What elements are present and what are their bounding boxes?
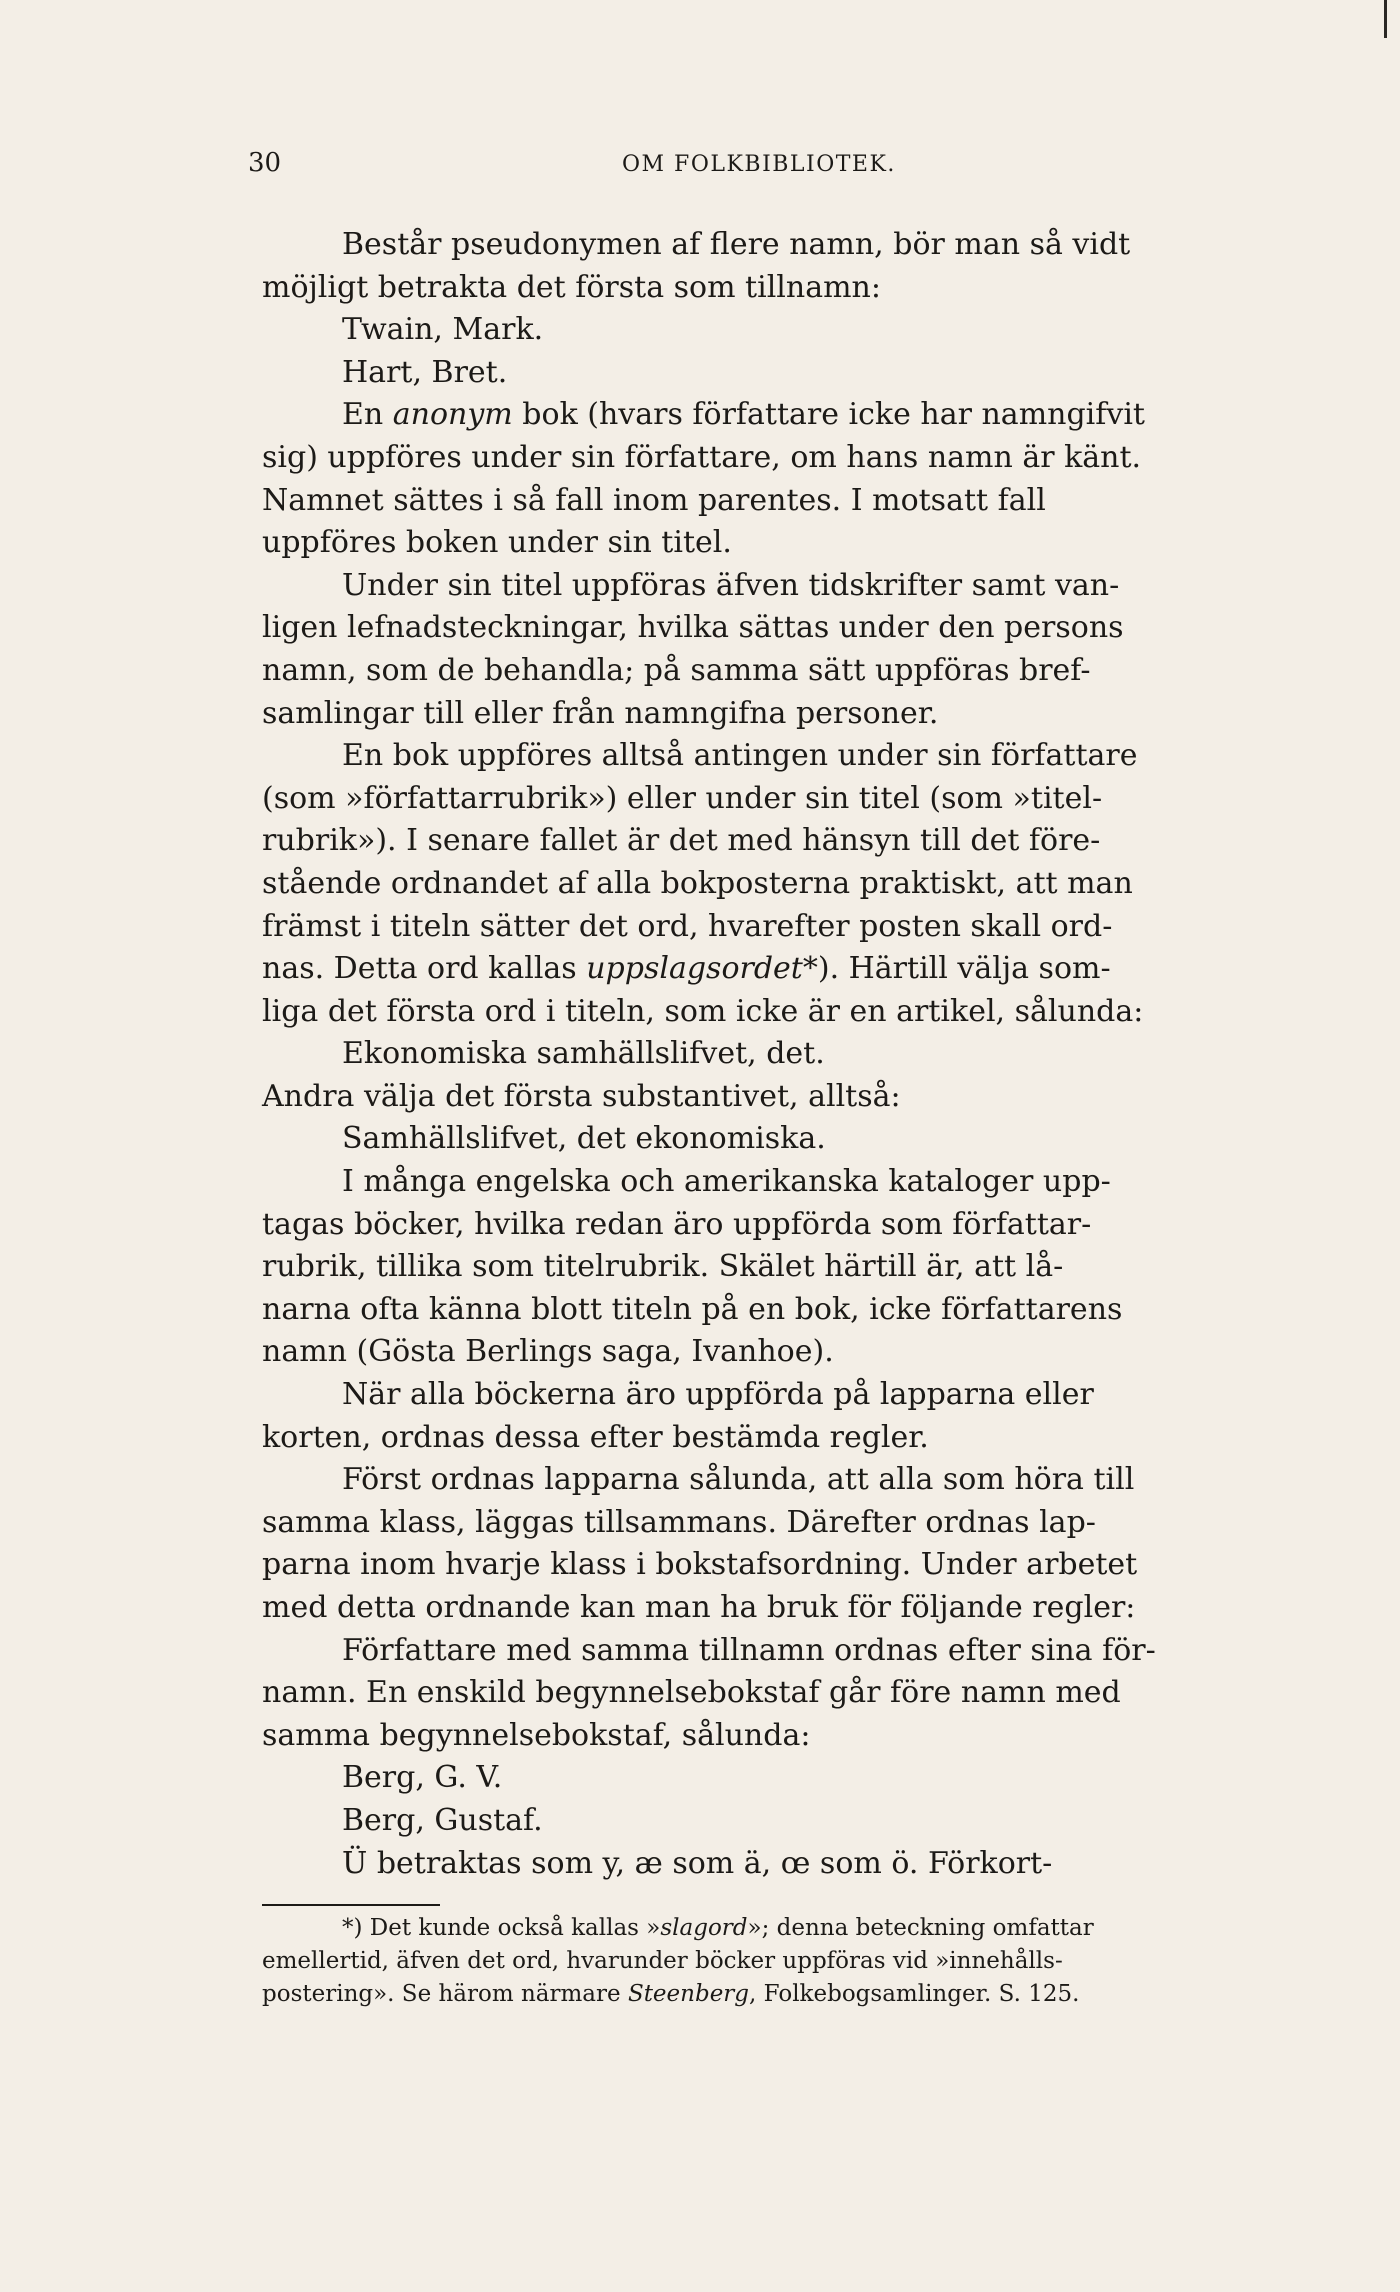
text-line — [262, 820, 1304, 863]
page-number: 30 — [248, 148, 282, 178]
text-segment: Först ordnas lapparna sålunda, att alla som höra till — [342, 1462, 1135, 1498]
text-segment: korten, ordnas dessa efter bestämda regler. — [262, 1419, 929, 1455]
text-line — [262, 906, 1304, 949]
text-line — [262, 1204, 1304, 1247]
text-segment: Ekonomiska samhällslifvet, det. — [342, 1036, 825, 1072]
text-segment: uppföres boken under sin titel. — [262, 525, 732, 561]
text-line — [262, 1502, 1304, 1545]
text-line — [262, 224, 1304, 267]
footnotes — [262, 1912, 1304, 2011]
text-segment: tagas böcker, hvilka redan äro uppförda som författar- — [262, 1206, 1092, 1242]
text-line — [262, 522, 1304, 565]
text-line — [262, 394, 1304, 437]
footnote-line — [262, 1912, 1304, 1945]
text-segment: sig) uppföres under sin författare, om hans namn är känt. — [262, 439, 1142, 475]
text-segment: I många engelska och amerikanska kataloger upp- — [342, 1164, 1111, 1200]
text-segment: rubrik, tillika som titelrubrik. Skälet härtill är, att lå- — [262, 1249, 1064, 1285]
text-line — [262, 1587, 1304, 1630]
text-line — [262, 565, 1304, 608]
text-line — [262, 1246, 1304, 1289]
text-segment: parna inom hvarje klass i bokstafsordning. Under arbetet — [262, 1547, 1138, 1583]
text-line — [262, 1374, 1304, 1417]
text-segment: När alla böckerna äro uppförda på lapparna eller — [342, 1377, 1094, 1413]
text-segment: emellertid, äfven det ord, hvarunder böcker uppföras vid »innehålls- — [262, 1948, 1063, 1974]
text-segment: Samhällslifvet, det ekonomiska. — [342, 1121, 826, 1157]
text-segment: stående ordnandet af alla bokposterna praktiskt, att man — [262, 865, 1133, 901]
text-segment: med detta ordnande kan man ha bruk för följande regler: — [262, 1590, 1136, 1625]
text-segment: namn (Gösta Berlings saga, Ivanhoe). — [262, 1334, 834, 1370]
text-segment: Andra välja det första substantivet, alltså: — [262, 1078, 901, 1114]
text-line — [262, 1076, 1304, 1119]
text-line — [262, 309, 1304, 352]
text-segment: postering». Se härom närmare — [262, 1981, 628, 2007]
text-segment: namn. En enskild begynnelsebokstaf går före namn med — [262, 1675, 1121, 1711]
text-segment: namn, som de behandla; på samma sätt uppföras bref- — [262, 652, 1091, 688]
text-segment: ligen lefnadsteckningar, hvilka sättas under den persons — [262, 610, 1124, 646]
text-line — [262, 991, 1304, 1034]
text-segment: *). Härtill välja som- — [802, 951, 1111, 987]
text-segment: samma klass, läggas tillsammans. Därefter ordnas lap- — [262, 1504, 1096, 1540]
text-segment: liga det första ord i titeln, som icke är en artikel, sålunda: — [262, 993, 1144, 1029]
text-segment: En — [342, 397, 393, 433]
text-segment: Ü betraktas som y, æ som ä, œ som ö. Förkort- — [342, 1845, 1053, 1881]
text-segment: samlingar till eller från namngifna personer. — [262, 695, 939, 731]
text-segment: Berg, Gustaf. — [342, 1802, 543, 1838]
text-line — [262, 1417, 1304, 1460]
text-line — [262, 1715, 1304, 1758]
text-line — [262, 1033, 1304, 1076]
footnote-line — [262, 1978, 1304, 2011]
text-segment: främst i titeln sätter det ord, hvarefter posten skall ord- — [262, 908, 1113, 944]
text-segment: Består pseudonymen af flere namn, bör man så vidt — [342, 227, 1131, 262]
text-line — [262, 1757, 1304, 1800]
text-segment: En bok uppföres alltså antingen under sin författare — [342, 738, 1138, 774]
text-line — [262, 1118, 1304, 1161]
italic-term: slagord — [660, 1915, 748, 1941]
italic-term: anonym — [392, 397, 513, 433]
text-line — [262, 778, 1304, 821]
text-line — [262, 1289, 1304, 1332]
text-segment: samma begynnelsebokstaf, sålunda: — [262, 1717, 811, 1753]
text-line — [262, 1843, 1304, 1886]
text-line — [262, 267, 1304, 310]
text-line — [262, 352, 1304, 395]
text-line — [262, 1544, 1304, 1587]
text-line — [262, 735, 1304, 778]
text-segment: narna ofta känna blott titeln på en bok, icke författarens — [262, 1291, 1123, 1327]
text-line — [262, 693, 1304, 736]
text-line — [262, 1331, 1304, 1374]
text-segment: Namnet sättes i så fall inom parentes. I motsatt fall — [262, 482, 1046, 518]
text-segment: Twain, Mark. — [342, 312, 544, 348]
text-line — [262, 1800, 1304, 1843]
body-text — [262, 224, 1304, 1885]
page-header — [248, 148, 1308, 188]
text-line — [262, 863, 1304, 906]
text-segment: *) Det kunde också kallas » — [342, 1915, 661, 1941]
text-line — [262, 948, 1304, 991]
footnote-rule — [262, 1904, 440, 1906]
text-line — [262, 1161, 1304, 1204]
text-line — [262, 1459, 1304, 1502]
text-line — [262, 650, 1304, 693]
italic-term: Steenberg — [627, 1981, 750, 2007]
text-line — [262, 437, 1304, 480]
text-segment: Under sin titel uppföras äfven tidskrifter samt van- — [342, 567, 1120, 603]
text-segment: Berg, G. V. — [342, 1760, 503, 1796]
text-segment: »; denna beteckning omfattar — [747, 1915, 1094, 1941]
text-segment: möjligt betrakta det första som tillnamn: — [262, 269, 881, 305]
text-line — [262, 607, 1304, 650]
text-segment: Författare med samma tillnamn ordnas efter sina för- — [342, 1632, 1156, 1668]
text-segment: Hart, Bret. — [342, 354, 508, 390]
text-segment: bok (hvars författare icke har namngifvit — [512, 397, 1145, 433]
text-line — [262, 1630, 1304, 1673]
text-line — [262, 1672, 1304, 1715]
text-line — [262, 480, 1304, 523]
running-head: OM FOLKBIBLIOTEK. — [622, 152, 896, 177]
text-segment: , Folkebogsamlinger. S. 125. — [749, 1981, 1080, 2007]
text-segment: nas. Detta ord kallas — [262, 951, 587, 987]
margin-mark — [1384, 0, 1387, 38]
footnote-line — [262, 1945, 1304, 1978]
text-segment: (som »författarrubrik») eller under sin titel (som »titel- — [262, 780, 1103, 816]
text-segment: rubrik»). I senare fallet är det med hänsyn till det före- — [262, 823, 1101, 859]
italic-term: uppslagsordet — [586, 951, 803, 987]
